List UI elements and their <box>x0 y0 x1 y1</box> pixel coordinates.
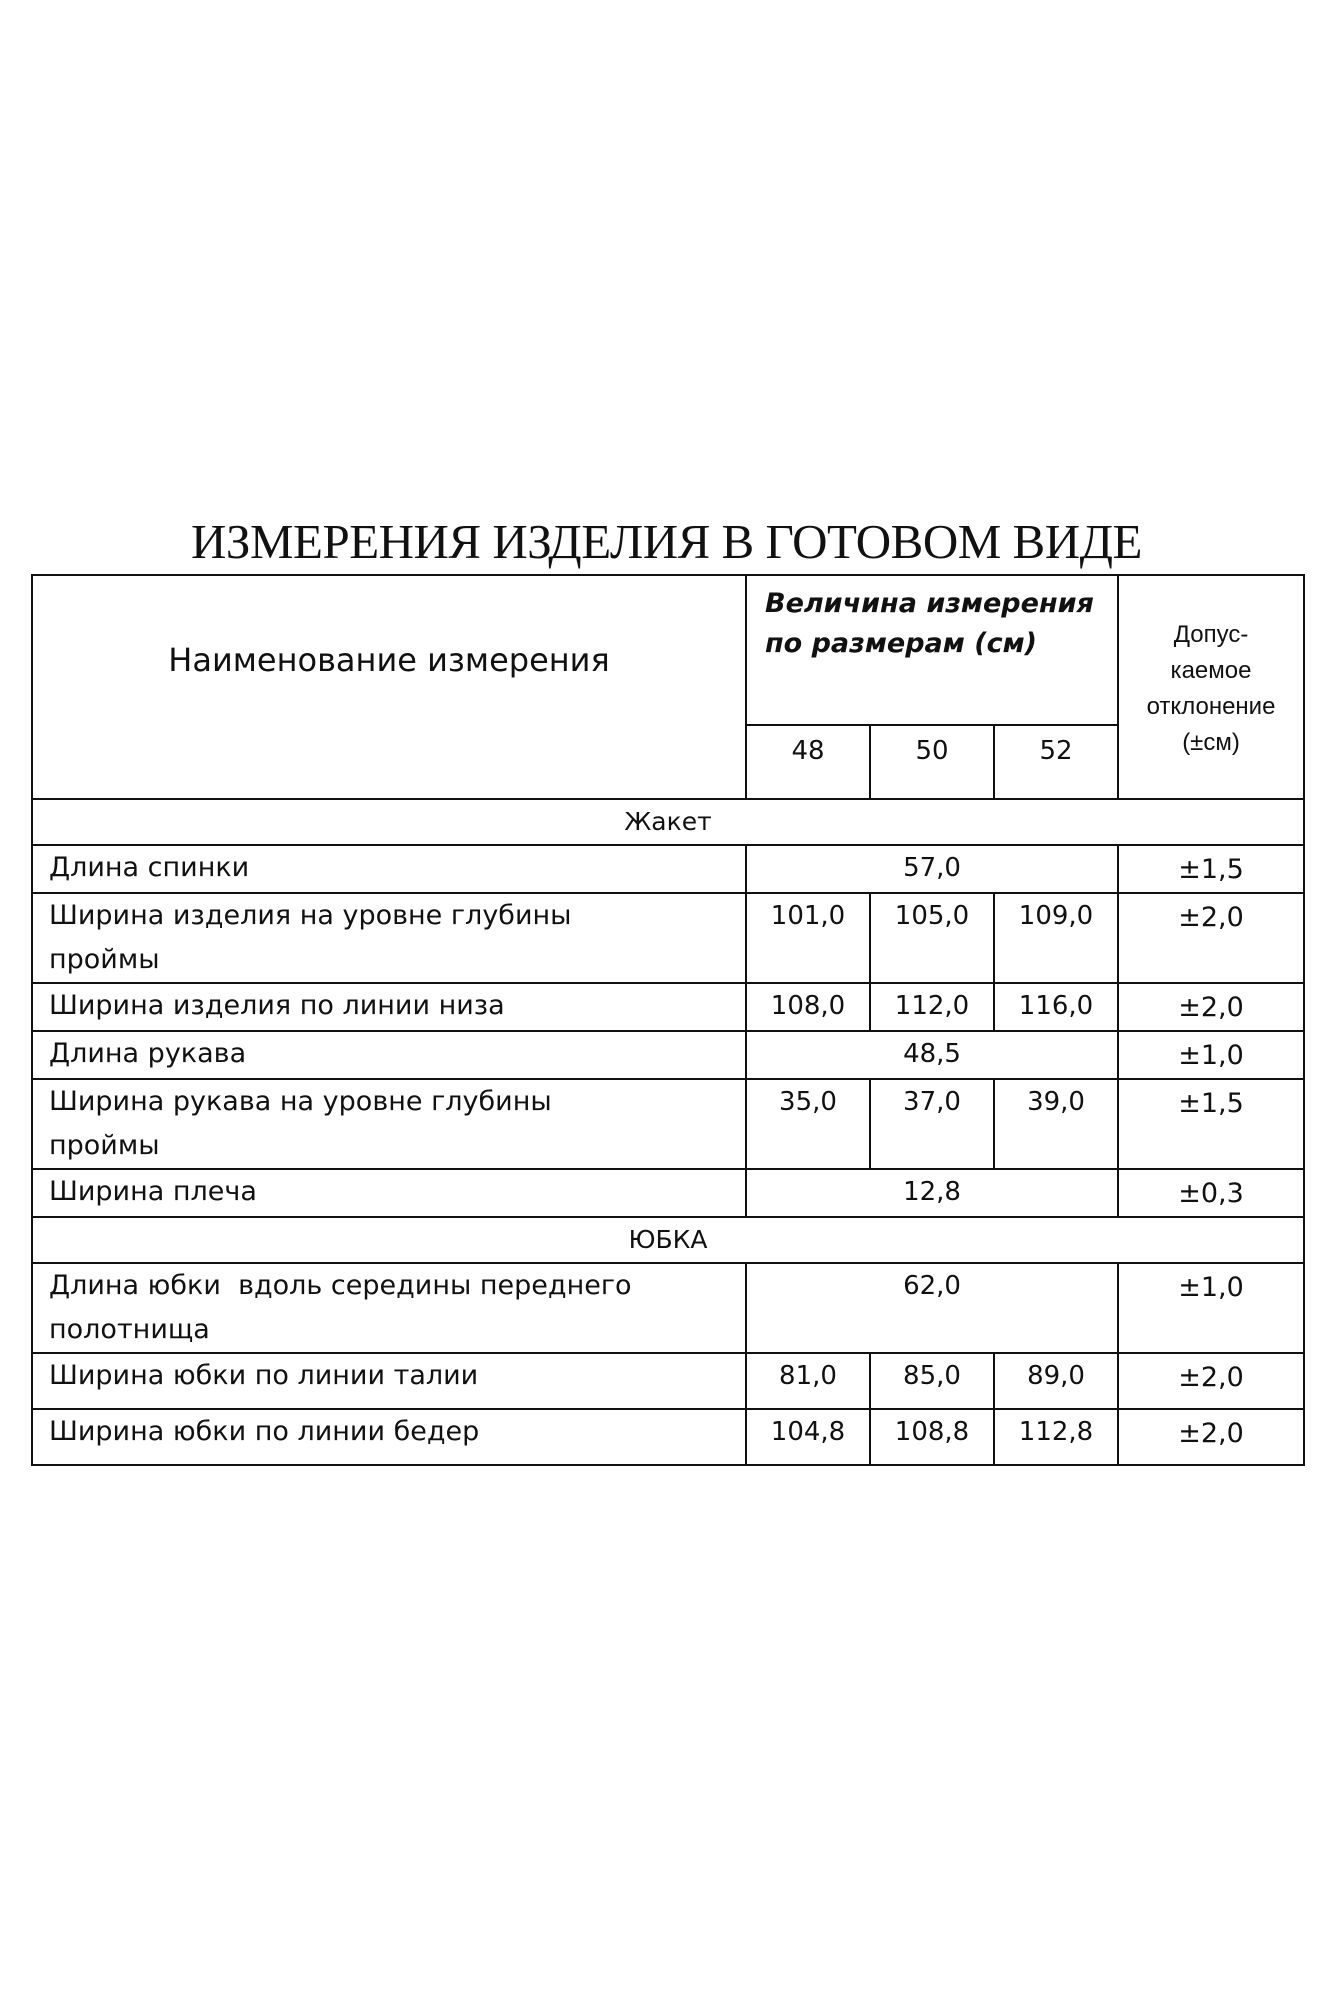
column-header-sizes-group <box>746 575 1118 725</box>
measurement-value-52: 89,0 <box>994 1353 1118 1409</box>
measurement-name-line-2: проймы <box>49 944 160 975</box>
measurement-name-line-1: Ширина рукава на уровне глубины <box>49 1086 552 1117</box>
column-header-sizes-group-line-1: Величина измерения <box>765 588 1094 619</box>
measurement-tolerance: ±1,5 <box>1118 1079 1304 1169</box>
measurement-name: Ширина юбки по линии талии <box>32 1353 746 1409</box>
section-title-jacket: Жакет <box>32 799 1304 845</box>
measurement-value-48: 108,0 <box>746 983 870 1031</box>
measurement-tolerance: ±2,0 <box>1118 983 1304 1031</box>
table-row <box>32 893 1304 983</box>
measurement-tolerance: ±1,5 <box>1118 845 1304 893</box>
measurement-tolerance: ±1,0 <box>1118 1263 1304 1353</box>
measurement-value-48: 81,0 <box>746 1353 870 1409</box>
measurement-name-line-2: проймы <box>49 1130 160 1161</box>
measurement-value-50: 85,0 <box>870 1353 994 1409</box>
measurement-name <box>32 893 746 983</box>
measurement-value-50: 112,0 <box>870 983 994 1031</box>
column-header-tolerance-line-4: (±см) <box>1182 729 1240 756</box>
measurement-value-50: 105,0 <box>870 893 994 983</box>
table-row <box>32 1031 1304 1079</box>
size-header-50: 50 <box>870 725 994 799</box>
measurement-value-52: 109,0 <box>994 893 1118 983</box>
measurement-value-52: 39,0 <box>994 1079 1118 1169</box>
measurement-value: 57,0 <box>746 845 1118 893</box>
measurement-name: Ширина плеча <box>32 1169 746 1217</box>
measurement-value: 62,0 <box>746 1263 1118 1353</box>
measurements-table <box>31 574 1305 1466</box>
section-row <box>32 799 1304 845</box>
table-row <box>32 1409 1304 1465</box>
table-row <box>32 1353 1304 1409</box>
measurement-name: Ширина изделия по линии низа <box>32 983 746 1031</box>
table-row <box>32 1263 1304 1353</box>
measurement-tolerance: ±1,0 <box>1118 1031 1304 1079</box>
size-header-48: 48 <box>746 725 870 799</box>
table-row <box>32 983 1304 1031</box>
measurement-tolerance: ±2,0 <box>1118 1409 1304 1465</box>
column-header-tolerance <box>1118 575 1304 799</box>
measurement-name-line-1: Ширина изделия на уровне глубины <box>49 900 572 931</box>
measurement-name <box>32 1079 746 1169</box>
page-title: ИЗМЕРЕНИЯ ИЗДЕЛИЯ В ГОТОВОМ ВИДЕ <box>191 514 1142 569</box>
column-header-name: Наименование измерения <box>32 575 746 799</box>
measurement-value-48: 101,0 <box>746 893 870 983</box>
measurement-name <box>32 1263 746 1353</box>
measurement-name: Ширина юбки по линии бедер <box>32 1409 746 1465</box>
measurement-value-48: 35,0 <box>746 1079 870 1169</box>
size-header-52: 52 <box>994 725 1118 799</box>
table-header-row <box>32 575 1304 725</box>
section-row <box>32 1217 1304 1263</box>
measurement-tolerance: ±2,0 <box>1118 1353 1304 1409</box>
measurement-value: 12,8 <box>746 1169 1118 1217</box>
table-row <box>32 845 1304 893</box>
measurement-name: Длина спинки <box>32 845 746 893</box>
measurement-name: Длина рукава <box>32 1031 746 1079</box>
measurement-value-50: 108,8 <box>870 1409 994 1465</box>
section-title-skirt: ЮБКА <box>32 1217 1304 1263</box>
measurement-value-48: 104,8 <box>746 1409 870 1465</box>
column-header-tolerance-line-2: каемое <box>1170 657 1252 684</box>
measurement-value-50: 37,0 <box>870 1079 994 1169</box>
column-header-tolerance-line-1: Допус- <box>1173 621 1249 648</box>
measurement-value-52: 112,8 <box>994 1409 1118 1465</box>
column-header-tolerance-line-3: отклонение <box>1146 693 1276 720</box>
table-row <box>32 1079 1304 1169</box>
measurement-name-line-2: полотнища <box>49 1314 210 1345</box>
measurement-value-52: 116,0 <box>994 983 1118 1031</box>
table-row <box>32 1169 1304 1217</box>
column-header-sizes-group-line-2: по размерам (см) <box>765 628 1037 659</box>
measurement-name-line-1: Длина юбки вдоль середины переднего <box>49 1270 632 1301</box>
measurement-value: 48,5 <box>746 1031 1118 1079</box>
measurement-tolerance: ±0,3 <box>1118 1169 1304 1217</box>
measurement-tolerance: ±2,0 <box>1118 893 1304 983</box>
